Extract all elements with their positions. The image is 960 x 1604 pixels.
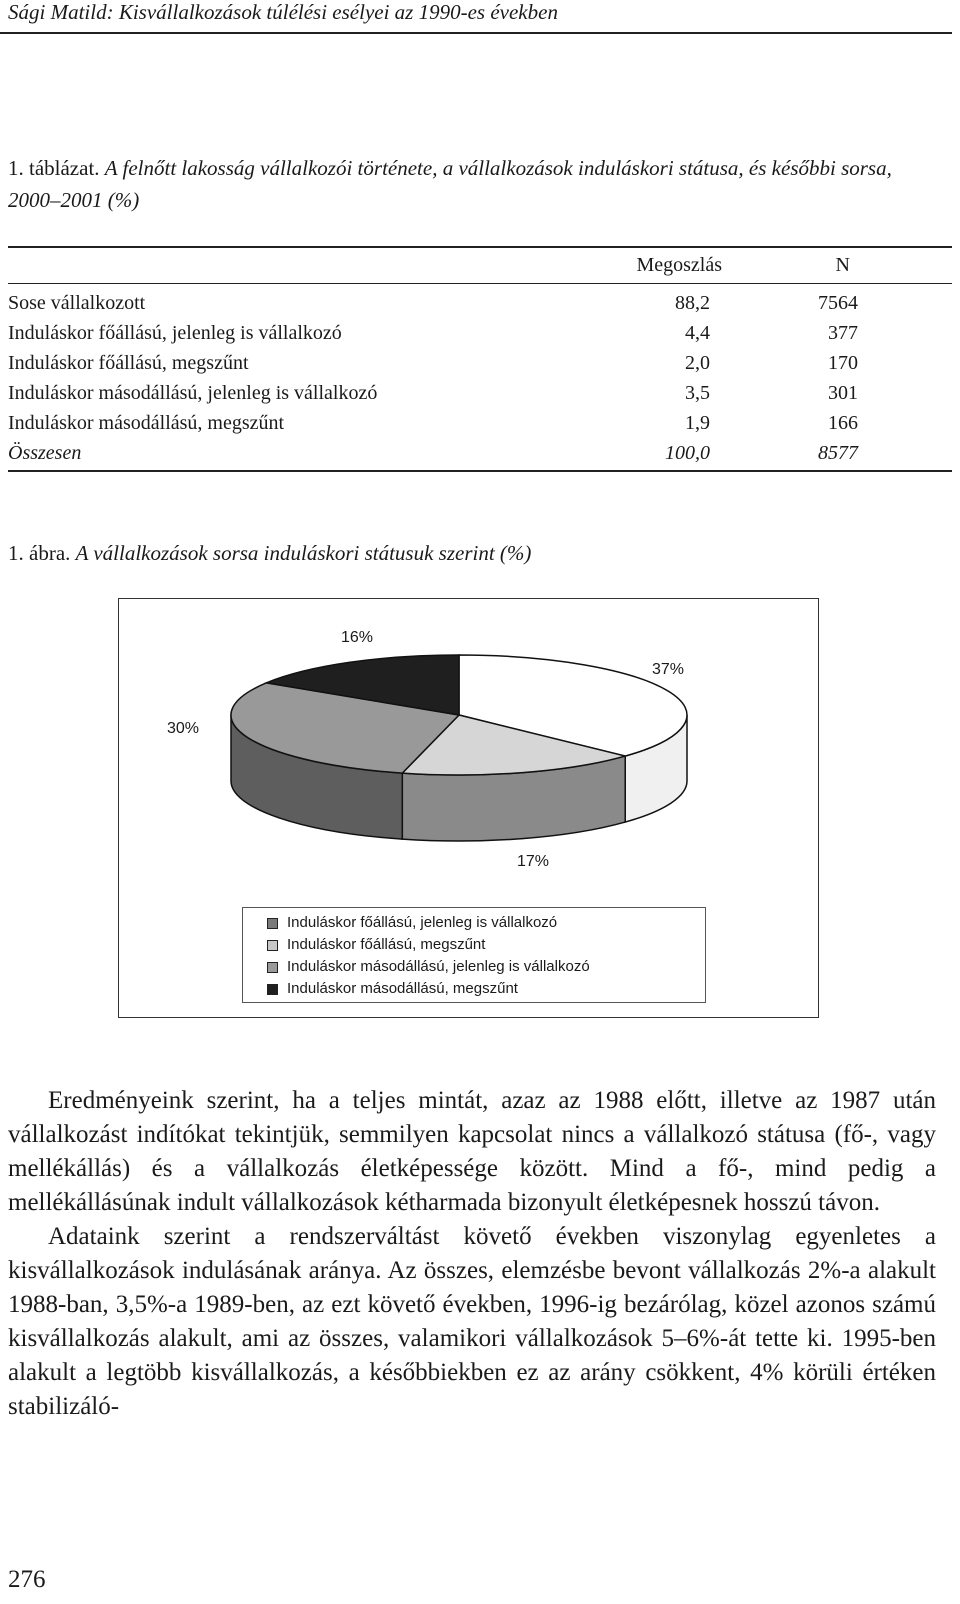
page-number: 276 — [8, 1566, 46, 1593]
paragraph: Adataink szerint a rendszerváltást követő években viszonylag egyenletes a kisvállalkozások indulásának aránya. Az összes, elemzésbe bevont vállalkozás 2%-a alakult 1988-ban, 3,5%-a 1989-ben, az ezt követő években, 1996-ig bezárólag, közel azonos számú kisvállalkozás alakult, ami az összes, valamikori vállalkozások 5–6%-át tette ki. 1995-ben alakult a legtöbb kisvállalkozás, a későbbiekben ez az arány csökkent, 4% körüli értéken stabilizáló- — [8, 1223, 936, 1420]
table-total-row — [8, 442, 952, 472]
legend-label: Induláskor másodállású, jelenleg is vállalkozó — [287, 958, 590, 975]
row-share: 88,2 — [675, 292, 710, 314]
legend-item — [287, 912, 705, 934]
row-n: 170 — [828, 352, 858, 374]
figure-label: 1. ábra. — [8, 541, 71, 565]
header-rule — [0, 32, 952, 34]
legend-label: Induláskor főállású, megszűnt — [287, 936, 486, 953]
table-bottom-rule — [8, 470, 952, 472]
row-n: 166 — [828, 412, 858, 434]
legend-swatch — [267, 984, 278, 995]
row-label: Induláskor másodállású, megszűnt — [8, 412, 285, 434]
slice-label-16: 16% — [341, 629, 374, 646]
table-label: 1. táblázat. — [8, 156, 100, 180]
row-label: Sose vállalkozott — [8, 292, 146, 314]
legend-label: Induláskor másodállású, megszűnt — [287, 980, 518, 997]
row-label: Induláskor másodállású, jelenleg is vállalkozó — [8, 382, 378, 404]
table-row — [8, 292, 952, 322]
row-n: 301 — [828, 382, 858, 404]
total-n: 8577 — [818, 442, 858, 464]
legend-label: Induláskor főállású, jelenleg is vállalkozó — [287, 914, 558, 931]
row-share: 4,4 — [685, 322, 710, 344]
table-header-rule — [8, 283, 952, 284]
table-caption — [8, 152, 908, 216]
body-text — [8, 1084, 936, 1424]
table-row — [8, 412, 952, 442]
row-label: Induláskor főállású, jelenleg is vállalkozó — [8, 322, 342, 344]
total-label: Összesen — [8, 442, 82, 464]
chart-legend — [242, 907, 706, 1003]
slice-label-30: 30% — [167, 720, 200, 737]
table-row — [8, 352, 952, 382]
running-head: Sági Matild: Kisvállalkozások túlélési esélyei az 1990-es években — [8, 0, 558, 24]
legend-item — [287, 934, 705, 956]
total-share: 100,0 — [665, 442, 710, 464]
paragraph: Eredményeink szerint, ha a teljes mintát, azaz az 1988 előtt, illetve az 1987 után vállalkozást indítókat tekintjük, semmilyen kapcsolat nincs a vállalkozó státusa (fő-, vagy mellékállás) és a vállalkozás életképessége között. Mind a fő-, mind pedig a mellékállásúnak indult vállalkozások kétharmada bizonyult életképesnek hosszú távon. — [8, 1087, 936, 1216]
row-n: 377 — [828, 322, 858, 344]
row-share: 1,9 — [685, 412, 710, 434]
chart-frame — [118, 598, 819, 1018]
legend-swatch — [267, 940, 278, 951]
legend-item — [287, 978, 705, 1000]
row-share: 3,5 — [685, 382, 710, 404]
slice-label-37: 37% — [652, 661, 685, 678]
column-header-n: N — [835, 254, 850, 276]
table-top-rule — [8, 246, 952, 248]
table-row — [8, 322, 952, 352]
legend-item — [287, 956, 705, 978]
figure-title: A vállalkozások sorsa induláskori státusuk szerint (%) — [75, 541, 532, 565]
column-header-share: Megoszlás — [636, 254, 722, 276]
slice-label-17: 17% — [517, 853, 550, 870]
legend-swatch — [267, 918, 278, 929]
row-n: 7564 — [818, 292, 858, 314]
table-title: A felnőtt lakosság vállalkozói története, a vállalkozások induláskori státusa, és későbbi sorsa, 2000–2001 (%) — [8, 156, 892, 212]
row-label: Induláskor főállású, megszűnt — [8, 352, 249, 374]
pie-chart — [119, 599, 818, 899]
table-row — [8, 382, 952, 412]
figure-caption — [8, 541, 531, 566]
legend-swatch — [267, 962, 278, 973]
row-share: 2,0 — [685, 352, 710, 374]
